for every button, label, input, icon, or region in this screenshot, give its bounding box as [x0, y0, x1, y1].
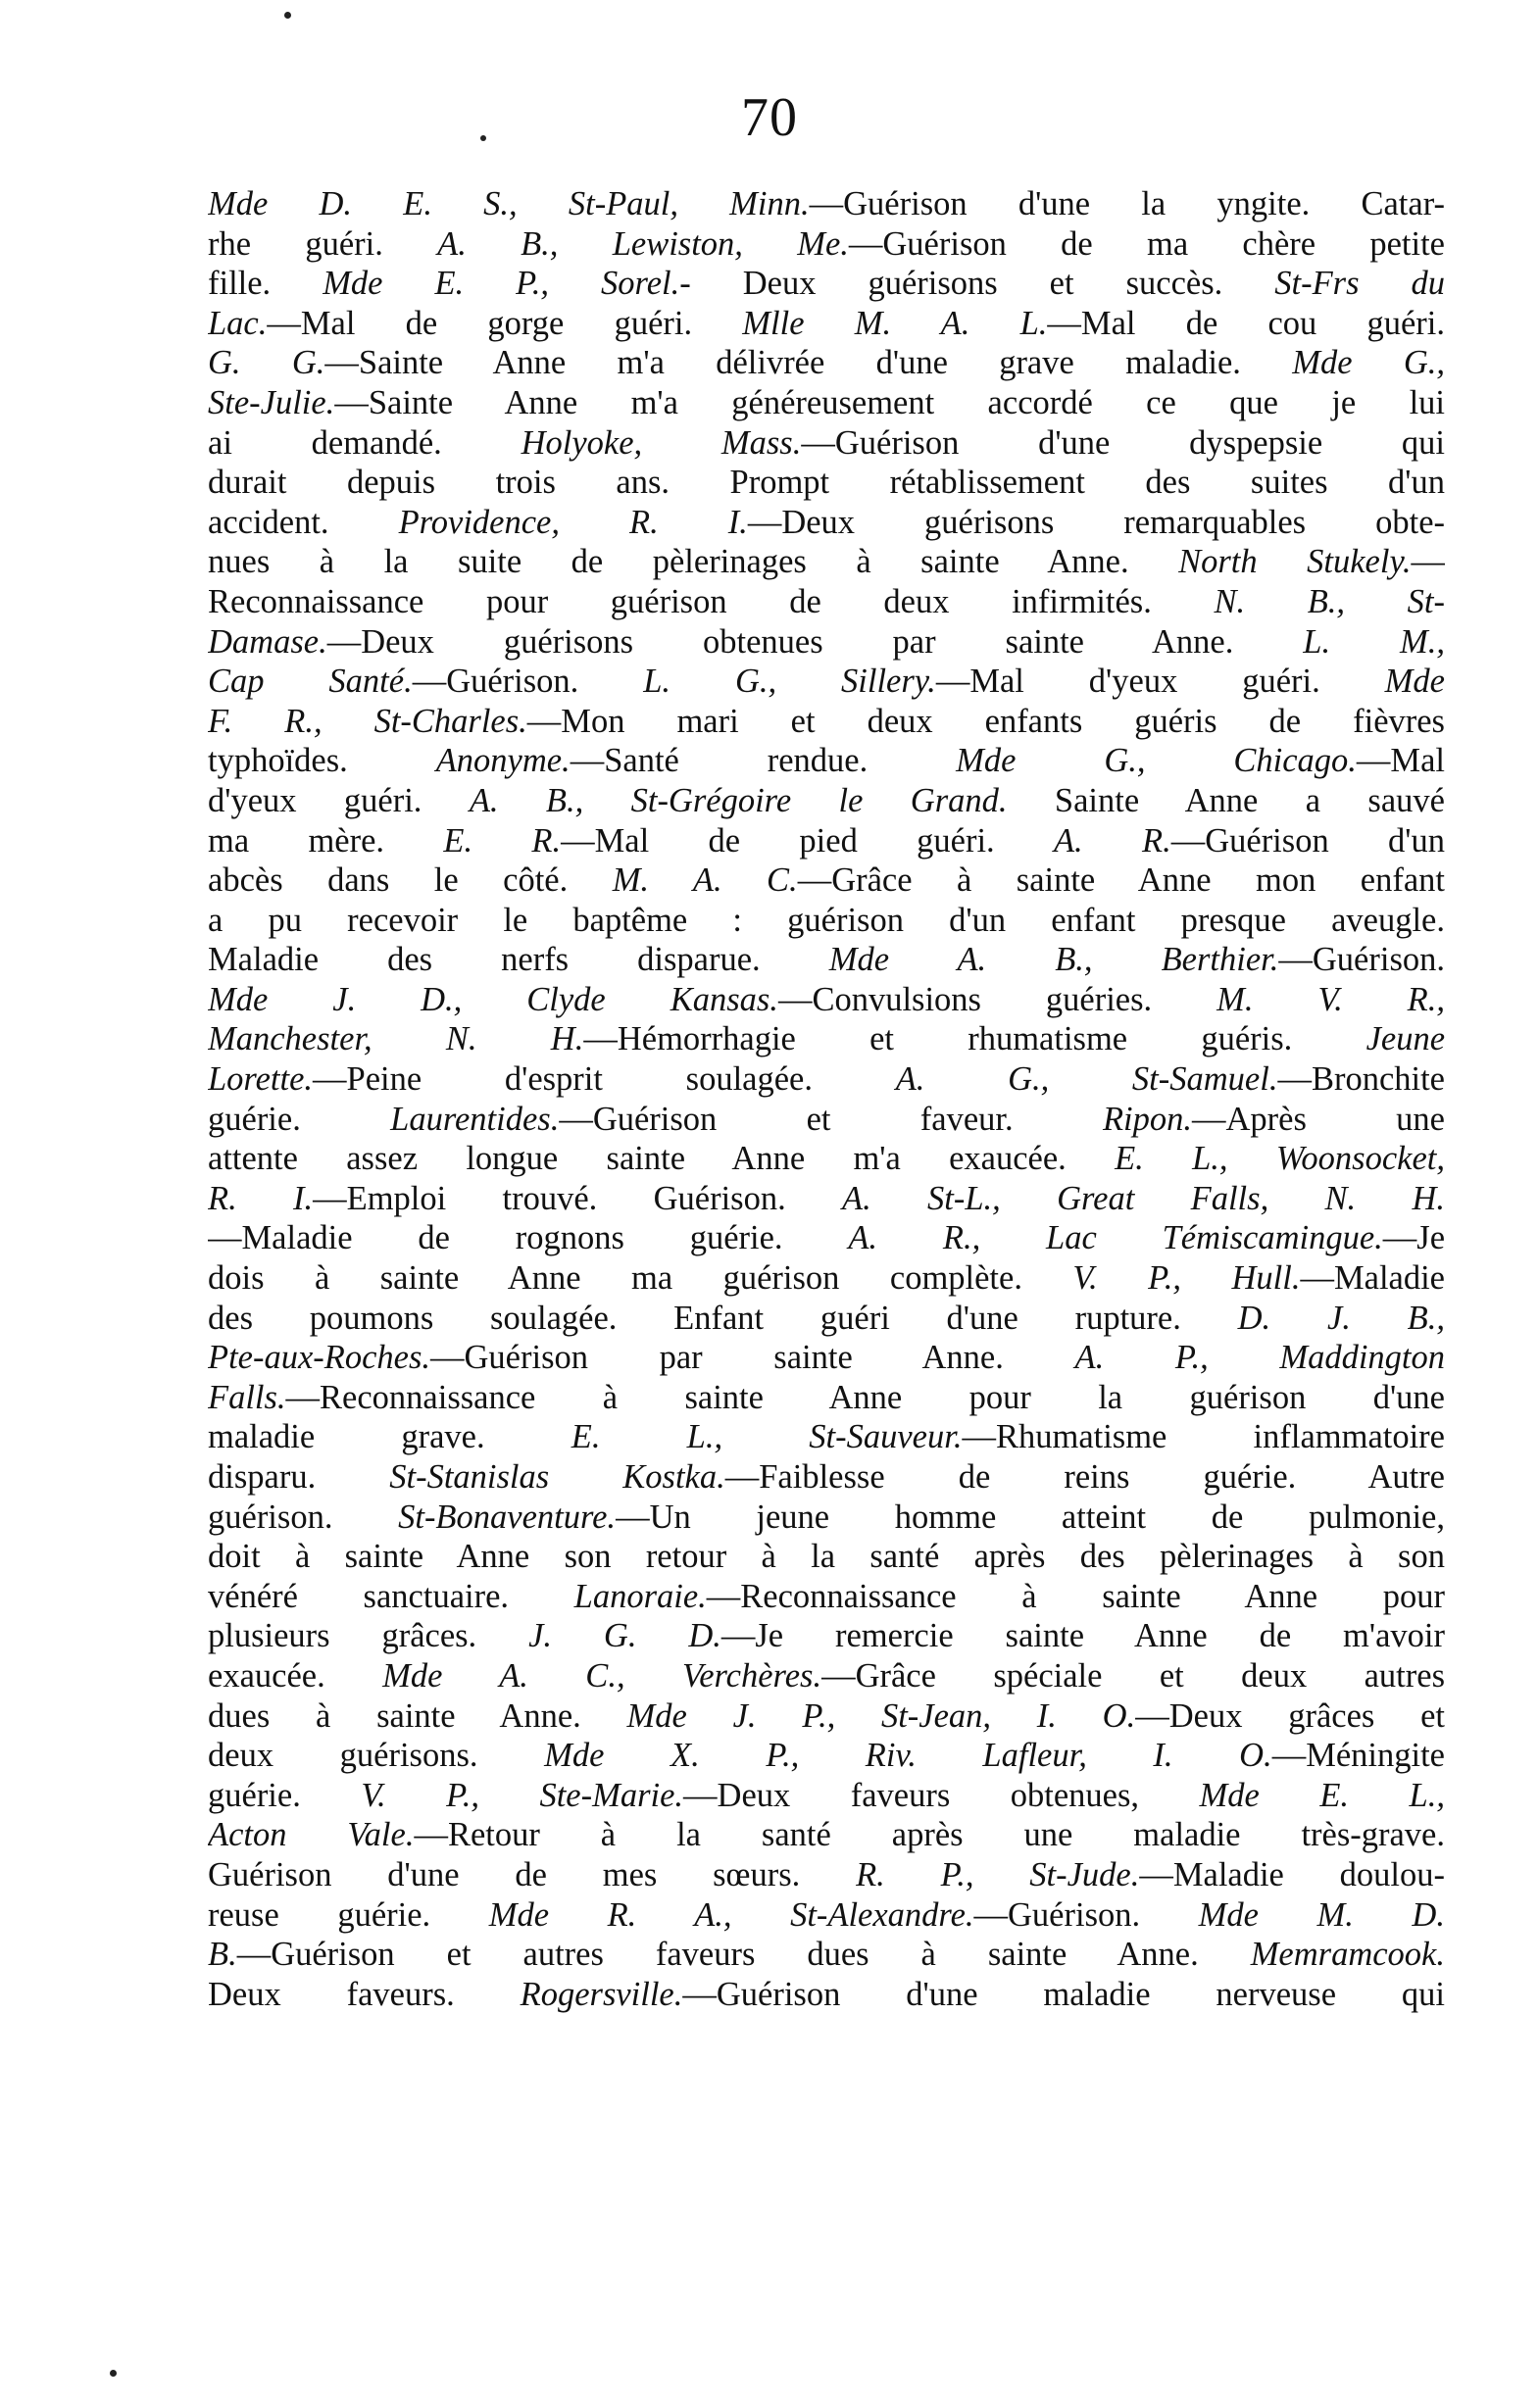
text-run: —Maladie doulou-: [1139, 1855, 1445, 1893]
text-line: [208, 1537, 1445, 1577]
italic-reference: V. P., Ste-Marie.: [361, 1776, 684, 1814]
italic-reference: J. G. D.: [528, 1617, 721, 1655]
text-line: [208, 1338, 1445, 1378]
text-line: [208, 1378, 1445, 1418]
text-run: —Mal d'yeux guéri.: [935, 663, 1385, 701]
italic-reference: Mde D. E. S., St-Paul, Minn.: [208, 185, 810, 222]
italic-reference: A. G., St-Samuel.: [895, 1060, 1278, 1099]
text-run: —Mal de gorge guéri.: [267, 304, 743, 342]
text-run: —Un jeune homme atteint de pulmonie,: [616, 1498, 1445, 1536]
italic-reference: Mde J. P., St-Jean, I. O.: [626, 1696, 1136, 1735]
italic-reference: Mde E. P., Sorel.: [323, 265, 680, 303]
italic-reference: Jeune: [1365, 1020, 1445, 1058]
text-line: [208, 1736, 1445, 1776]
italic-reference: Mde X. P., Riv. Lafleur, I. O.: [544, 1737, 1272, 1775]
text-line: [208, 1179, 1445, 1219]
italic-reference: E. R.: [443, 821, 562, 860]
text-line: [208, 1616, 1445, 1656]
italic-reference: Mde: [1384, 663, 1445, 701]
text-run: d'yeux guéri.: [208, 781, 470, 819]
text-line: [208, 1457, 1445, 1498]
text-run: —Guérison d'un: [1170, 821, 1445, 860]
italic-reference: R. P., St-Jude.: [856, 1855, 1140, 1893]
text-run: —Guérison et autres faveurs dues à sainte Anne.: [236, 1936, 1251, 1974]
text-run: —Mal de cou guéri.: [1047, 304, 1445, 342]
text-line: [208, 1776, 1445, 1816]
text-run: —Rhumatisme inflammatoire: [962, 1418, 1445, 1456]
text-line: [208, 662, 1445, 702]
italic-reference: Falls.: [208, 1378, 286, 1416]
text-run: attente assez longue sainte Anne m'a exaucée.: [208, 1140, 1116, 1178]
italic-reference: Damase.: [208, 622, 327, 661]
text-run: fille.: [208, 265, 323, 303]
italic-reference: Mde A. C., Verchères.: [382, 1656, 822, 1695]
italic-reference: M. V. R.,: [1216, 980, 1445, 1018]
italic-reference: V. P., Hull.: [1072, 1259, 1301, 1298]
text-line: [208, 860, 1445, 901]
italic-reference: A. P., Maddington: [1074, 1339, 1445, 1377]
text-run: —Mal de pied guéri.: [561, 821, 1054, 860]
text-run: disparu.: [208, 1458, 390, 1496]
text-line: [208, 343, 1445, 383]
italic-reference: Ripon.: [1102, 1100, 1192, 1138]
text-line: [208, 1815, 1445, 1855]
page-number: 70: [741, 87, 798, 148]
italic-reference: Acton Vale.: [208, 1816, 415, 1854]
text-run: Sainte Anne a sauvé: [1007, 781, 1445, 819]
italic-reference: A. St-L., Great Falls, N. H.: [842, 1179, 1445, 1217]
italic-reference: N. B., St-: [1214, 582, 1445, 620]
text-line: [208, 1059, 1445, 1100]
text-run: rhe guéri.: [208, 224, 438, 263]
italic-reference: L. M.,: [1303, 622, 1445, 661]
italic-reference: St-Stanislas Kostka.: [389, 1458, 725, 1496]
text-run: accident.: [208, 503, 399, 541]
text-line: [208, 1577, 1445, 1617]
text-run: —Après une: [1191, 1100, 1445, 1138]
text-run: —Santé rendue.: [570, 742, 957, 780]
text-run: doit à sainte Anne son retour à la santé après des pèlerinages à son: [208, 1538, 1445, 1576]
italic-reference: Mde R. A., St-Alexandre.: [488, 1895, 974, 1934]
italic-reference: E. L., St-Sauveur.: [571, 1418, 963, 1456]
text-line: [208, 1855, 1445, 1895]
text-run: —Grâce à sainte Anne mon enfant: [797, 861, 1445, 900]
italic-reference: F. R., St-Charles.: [208, 702, 527, 740]
text-run: —Deux grâces et: [1135, 1696, 1445, 1735]
text-run: —Je remercie sainte Anne de m'avoir: [720, 1617, 1445, 1655]
text-line: [208, 1498, 1445, 1538]
italic-reference: Mde E. L.,: [1199, 1776, 1445, 1814]
italic-reference: Mde G., Chicago.: [956, 742, 1357, 780]
italic-reference: Lac.: [208, 304, 268, 342]
italic-reference: A. B., Lewiston, Me.: [437, 224, 849, 263]
text-line: [208, 1258, 1445, 1299]
text-run: —Hémorrhagie et rhumatisme guéris.: [583, 1020, 1366, 1058]
italic-reference: D. J. B.,: [1237, 1299, 1445, 1337]
text-run: —Deux guérisons remarquables obte-: [747, 503, 1445, 541]
italic-reference: Anonyme.: [435, 742, 571, 780]
text-run: Reconnaissance pour guérison de deux infirmités.: [208, 582, 1215, 620]
italic-reference: Lorette.: [208, 1060, 314, 1099]
text-line: [208, 1696, 1445, 1737]
text-run: —Mon mari et deux enfants guéris de fièvres: [526, 702, 1445, 740]
text-run: —Reconnaissance à sainte Anne pour la guérison d'une: [285, 1378, 1445, 1416]
text-run: —Guérison de ma chère petite: [848, 224, 1445, 263]
text-run: plusieurs grâces.: [208, 1617, 529, 1655]
italic-reference: Manchester, N. H.: [208, 1020, 584, 1058]
text-line: [208, 1100, 1445, 1140]
text-run: a pu recevoir le baptême : guérison d'un enfant presque aveugle.: [208, 901, 1445, 939]
text-line: [208, 304, 1445, 344]
text-run: nues à la suite de pèlerinages à sainte Anne.: [208, 543, 1179, 581]
italic-reference: Mde A. B., Berthier.: [828, 941, 1279, 979]
text-line: [208, 503, 1445, 543]
italic-reference: St-Frs du: [1274, 265, 1445, 303]
text-run: typhoïdes.: [208, 742, 436, 780]
text-run: maladie grave.: [208, 1418, 571, 1456]
text-run: —Peine d'esprit soulagée.: [313, 1060, 896, 1099]
italic-reference: Holyoke, Mass.: [521, 423, 802, 462]
text-line: [208, 582, 1445, 622]
text-run: —Deux faveurs obtenues,: [683, 1776, 1200, 1814]
italic-reference: Providence, R. I.: [398, 503, 748, 541]
text-line: [208, 1019, 1445, 1059]
italic-reference: M. A. C.: [612, 861, 798, 900]
text-run: —Emploi trouvé. Guérison.: [313, 1179, 843, 1217]
text-run: Deux faveurs.: [208, 1975, 521, 2013]
text-run: —Maladie: [1300, 1259, 1445, 1298]
text-line: [208, 423, 1445, 464]
text-line: [208, 463, 1445, 503]
italic-reference: G. G.: [208, 344, 325, 382]
text-line: [208, 1935, 1445, 1975]
italic-reference: Laurentides.: [390, 1100, 560, 1138]
italic-reference: Cap Santé.: [208, 663, 413, 701]
text-line: [208, 1895, 1445, 1936]
text-run: ai demandé.: [208, 423, 521, 462]
text-line: [208, 980, 1445, 1020]
text-line: [208, 741, 1445, 781]
text-run: —: [1411, 543, 1445, 581]
text-run: vénéré sanctuaire.: [208, 1577, 574, 1615]
text-run: —Méningite: [1271, 1737, 1445, 1775]
text-line: [208, 622, 1445, 663]
text-line: [208, 542, 1445, 582]
text-run: dois à sainte Anne ma guérison complète.: [208, 1259, 1073, 1298]
text-run: —Deux guérisons obtenues par sainte Anne.: [326, 622, 1304, 661]
text-run: —Grâce spéciale et deux autres: [821, 1656, 1445, 1695]
text-run: —Guérison.: [412, 663, 644, 701]
italic-reference: B.: [208, 1936, 237, 1974]
text-line: [208, 781, 1445, 821]
text-run: dues à sainte Anne.: [208, 1696, 627, 1735]
text-run: guérison.: [208, 1498, 399, 1536]
text-line: [208, 901, 1445, 941]
text-run: guérie.: [208, 1776, 362, 1814]
text-run: —Reconnaissance à sainte Anne pour: [706, 1577, 1445, 1615]
text-run: deux guérisons.: [208, 1737, 545, 1775]
italic-reference: Mde J. D., Clyde Kansas.: [208, 980, 778, 1018]
text-run: —Guérison d'une maladie nerveuse qui: [682, 1975, 1445, 2013]
italic-reference: Pte-aux-Roches.: [208, 1339, 431, 1377]
italic-reference: A. B., St-Grégoire le Grand.: [469, 781, 1008, 819]
text-line: [208, 224, 1445, 265]
italic-reference: L. G., Sillery.: [643, 663, 936, 701]
text-run: —Guérison.: [1278, 941, 1445, 979]
text-run: - Deux guérisons et succès.: [679, 265, 1275, 303]
text-line: [208, 1299, 1445, 1339]
text-line: [208, 1139, 1445, 1179]
text-run: —Je: [1382, 1219, 1445, 1257]
print-speck: [110, 2370, 117, 2377]
text-run: —Retour à la santé après une maladie très-grave.: [414, 1816, 1445, 1854]
text-run: —Faiblesse de reins guérie. Autre: [724, 1458, 1445, 1496]
text-run: —Mal: [1356, 742, 1445, 780]
text-run: —Guérison et faveur.: [559, 1100, 1103, 1138]
text-run: reuse guérie.: [208, 1895, 489, 1934]
italic-reference: Memramcook.: [1250, 1936, 1445, 1974]
italic-reference: Mlle M. A. L.: [742, 304, 1048, 342]
text-run: —Sainte Anne m'a généreusement accordé ce que je lui: [334, 383, 1445, 421]
text-line: [208, 264, 1445, 304]
text-line: [208, 940, 1445, 980]
text-run: —Maladie de rognons guérie.: [208, 1219, 849, 1257]
text-run: Guérison d'une de mes sœurs.: [208, 1855, 857, 1893]
text-line: [208, 383, 1445, 423]
text-run: exaucée.: [208, 1656, 383, 1695]
italic-reference: North Stukely.: [1178, 543, 1412, 581]
text-line: [208, 702, 1445, 742]
text-run: —Guérison par sainte Anne.: [430, 1339, 1075, 1377]
italic-reference: Lanoraie.: [573, 1577, 707, 1615]
text-run: durait depuis trois ans. Prompt rétablissement des suites d'un: [208, 464, 1445, 502]
text-run: ma mère.: [208, 821, 444, 860]
text-line: [208, 1417, 1445, 1457]
italic-reference: Mde G.,: [1292, 344, 1445, 382]
text-run: guérie.: [208, 1100, 391, 1138]
text-line: [208, 184, 1445, 224]
text-run: —Sainte Anne m'a délivrée d'une grave maladie.: [324, 344, 1293, 382]
text-run: abcès dans le côté.: [208, 861, 613, 900]
italic-reference: St-Bonaventure.: [398, 1498, 617, 1536]
text-run: —Guérison d'une dyspepsie qui: [801, 423, 1445, 462]
text-run: —Bronchite: [1277, 1060, 1445, 1099]
text-line: [208, 821, 1445, 861]
text-run: —Guérison.: [973, 1895, 1199, 1934]
text-line: [208, 1975, 1445, 2015]
italic-reference: E. L., Woonsocket,: [1115, 1140, 1445, 1178]
italic-reference: A. R.: [1053, 821, 1171, 860]
text-run: —Guérison d'une la yngite. Catar-: [809, 185, 1445, 222]
italic-reference: Ste-Julie.: [208, 383, 335, 421]
text-run: des poumons soulagée. Enfant guéri d'une rupture.: [208, 1299, 1238, 1337]
text-run: Maladie des nerfs disparue.: [208, 941, 829, 979]
body-text: [208, 184, 1445, 2014]
italic-reference: Mde M. D.: [1198, 1895, 1445, 1934]
italic-reference: R. I.: [208, 1179, 314, 1217]
text-run: —Convulsions guéries.: [777, 980, 1217, 1018]
italic-reference: Rogersville.: [520, 1975, 683, 2013]
text-line: [208, 1656, 1445, 1696]
italic-reference: A. R., Lac Témiscamingue.: [848, 1219, 1383, 1257]
print-speck: [284, 12, 291, 19]
text-line: [208, 1218, 1445, 1258]
